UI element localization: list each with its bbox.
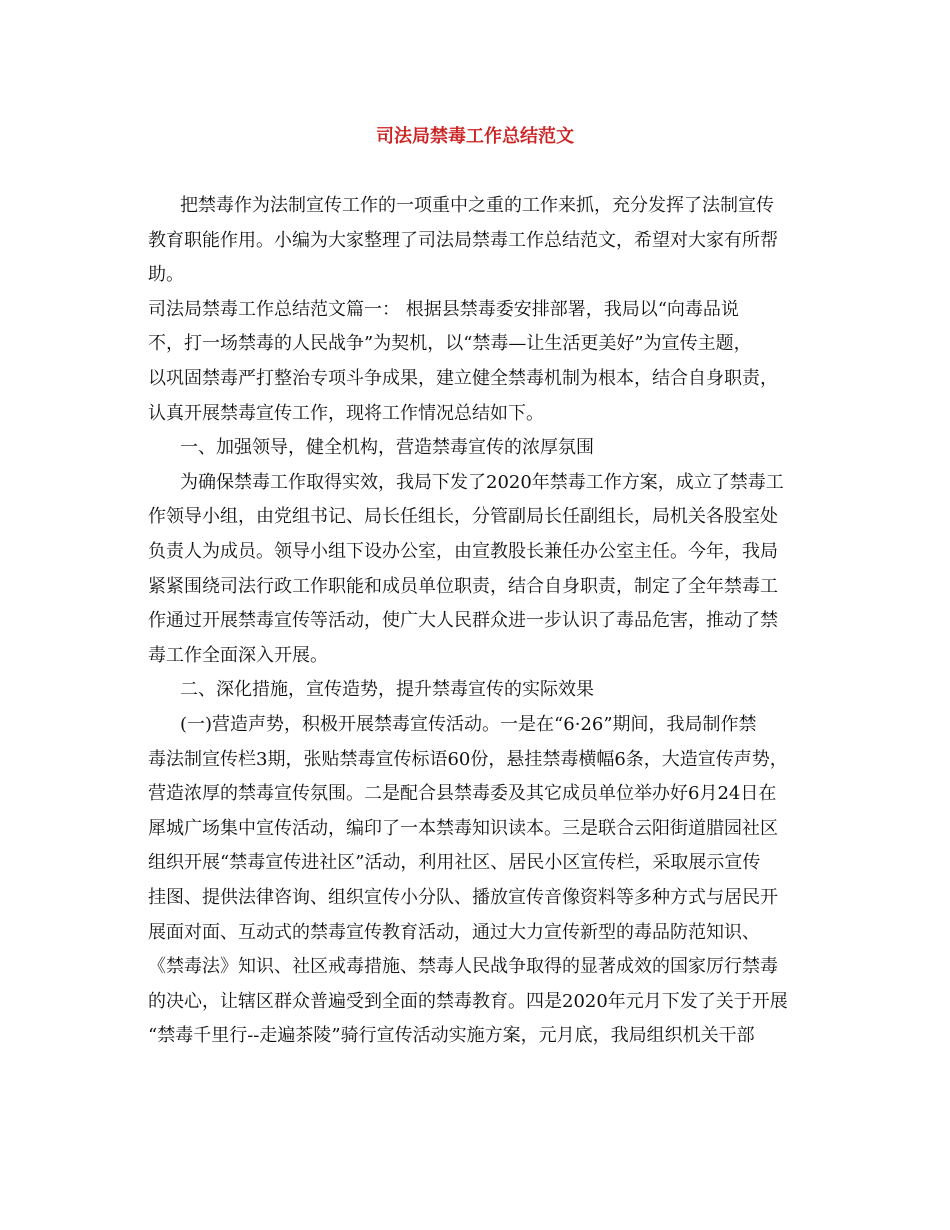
paragraph-line: “禁毒千里行--走遍茶陵”骑行宣传活动实施方案，元月底，我局组织机关干部 bbox=[148, 1025, 755, 1047]
paragraph-line: 紧紧围绕司法行政工作职能和成员单位职责，结合自身职责，制定了全年禁毒工 bbox=[148, 575, 778, 597]
document-title: 司法局禁毒工作总结范文 bbox=[376, 126, 574, 147]
paragraph-line: 毒法制宣传栏3期，张贴禁毒宣传标语60份，悬挂禁毒横幅6条，大造宣传声势， bbox=[148, 748, 788, 770]
paragraph-line: 负责人为成员。领导小组下设办公室，由宣教股长兼任办公室主任。今年，我局 bbox=[148, 541, 778, 562]
paragraph-line: 作通过开展禁毒宣传等活动，使广大人民群众进一步认识了毒品危害，推动了禁 bbox=[148, 610, 778, 632]
paragraph-line: (一)营造声势，积极开展禁毒宣传活动。一是在“6·26”期间，我局制作禁 bbox=[180, 714, 757, 735]
paragraph-line: 作领导小组，由党组书记、局长任组长，分管副局长任副组长，局机关各股室处 bbox=[148, 506, 778, 528]
paragraph-line: 展面对面、互动式的禁毒宣传教育活动，通过大力宣传新型的毒品防范知识、 bbox=[148, 921, 760, 943]
paragraph-line: 教育职能作用。小编为大家整理了司法局禁毒工作总结范文，希望对大家有所帮 bbox=[148, 229, 778, 251]
paragraph-line: 司法局禁毒工作总结范文篇一： 根据县禁毒委安排部署，我局以“向毒品说 bbox=[148, 298, 739, 320]
paragraph-line: 把禁毒作为法制宣传工作的一项重中之重的工作来抓，充分发挥了法制宣传 bbox=[180, 195, 774, 216]
paragraph-line: 挂图、提供法律咨询、组织宣传小分队、播放宣传音像资料等多种方式与居民开 bbox=[148, 887, 778, 908]
paragraph-line: 《禁毒法》知识、社区戒毒措施、禁毒人民战争取得的显著成效的国家厉行禁毒 bbox=[148, 956, 778, 978]
paragraph-line: 组织开展“禁毒宣传进社区”活动，利用社区、居民小区宣传栏，采取展示宣传 bbox=[148, 852, 761, 874]
paragraph-line: 犀城广场集中宣传活动，编印了一本禁毒知识读本。三是联合云阳街道腊园社区 bbox=[148, 817, 778, 839]
paragraph-line: 不，打一场禁毒的人民战争”为契机，以“禁毒—让生活更美好”为宣传主题， bbox=[148, 333, 752, 355]
paragraph-line: 以巩固禁毒严打整治专项斗争成果，建立健全禁毒机制为根本，结合自身职责， bbox=[148, 368, 778, 389]
paragraph-line: 一、加强领导，健全机构，营造禁毒宣传的浓厚氛围 bbox=[180, 437, 594, 459]
paragraph-line: 营造浓厚的禁毒宣传氛围。二是配合县禁毒委及其它成员单位举办好6月24日在 bbox=[148, 783, 777, 805]
paragraph-line: 助。 bbox=[148, 264, 184, 286]
paragraph-line: 的决心，让辖区群众普遍受到全面的禁毒教育。四是2020年元月下发了关于开展 bbox=[148, 990, 788, 1012]
paragraph-line: 为确保禁毒工作取得实效，我局下发了2020年禁毒工作方案，成立了禁毒工 bbox=[180, 471, 784, 493]
paragraph-line: 毒工作全面深入开展。 bbox=[148, 644, 328, 666]
paragraph-line: 认真开展禁毒宣传工作，现将工作情况总结如下。 bbox=[148, 402, 544, 424]
paragraph-line: 二、深化措施，宣传造势，提升禁毒宣传的实际效果 bbox=[180, 679, 594, 701]
